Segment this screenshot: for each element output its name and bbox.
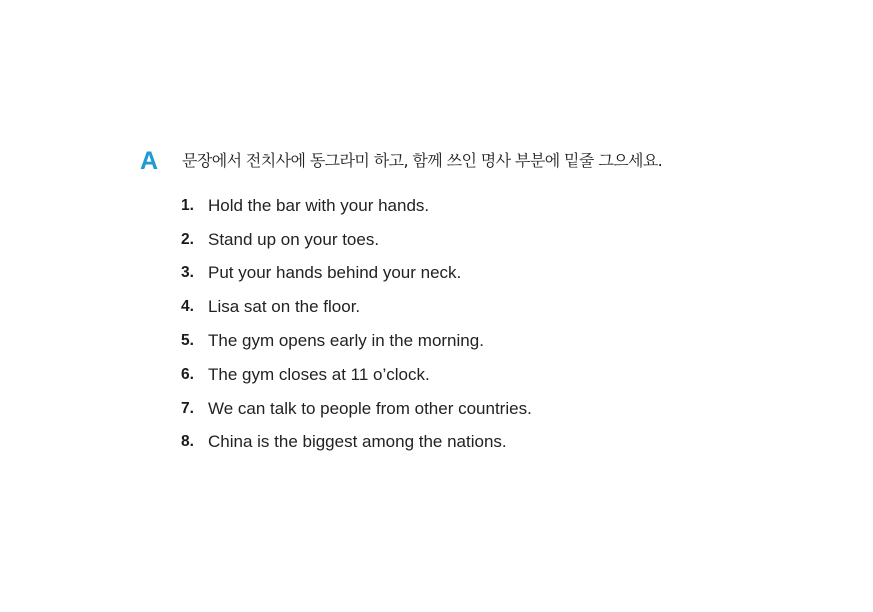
list-item [181, 189, 532, 223]
section-letter: A [140, 147, 159, 175]
item-number: 8. [181, 433, 194, 451]
item-sentence: China is the biggest among the nations. [208, 432, 507, 452]
list-item [181, 223, 532, 257]
item-number: 5. [181, 332, 194, 350]
item-sentence: Stand up on your toes. [208, 229, 380, 249]
list-item [181, 358, 532, 392]
item-sentence: Lisa sat on the floor. [208, 297, 361, 317]
item-sentence: We can talk to people from other countries. [208, 398, 532, 418]
list-item [181, 392, 532, 426]
item-number: 3. [181, 264, 194, 282]
exercise-header [140, 146, 840, 176]
list-item [181, 324, 532, 358]
instruction-text: 문장에서 전치사에 동그라미 하고, 함께 쓰인 명사 부분에 밑줄 그으세요. [182, 151, 663, 170]
item-number: 6. [181, 365, 194, 383]
item-number: 4. [181, 298, 194, 316]
item-sentence: Hold the bar with your hands. [208, 195, 430, 215]
list-item [181, 426, 532, 460]
item-sentence: The gym opens early in the morning. [208, 331, 484, 351]
item-sentence: Put your hands behind your neck. [208, 263, 462, 283]
sentence-list [181, 189, 532, 459]
item-sentence: The gym closes at 11 o’clock. [208, 364, 430, 384]
list-item [181, 290, 532, 324]
exercise-section [140, 146, 840, 452]
list-item [181, 257, 532, 291]
item-number: 2. [181, 230, 194, 248]
item-number: 1. [181, 196, 194, 214]
item-number: 7. [181, 399, 194, 417]
